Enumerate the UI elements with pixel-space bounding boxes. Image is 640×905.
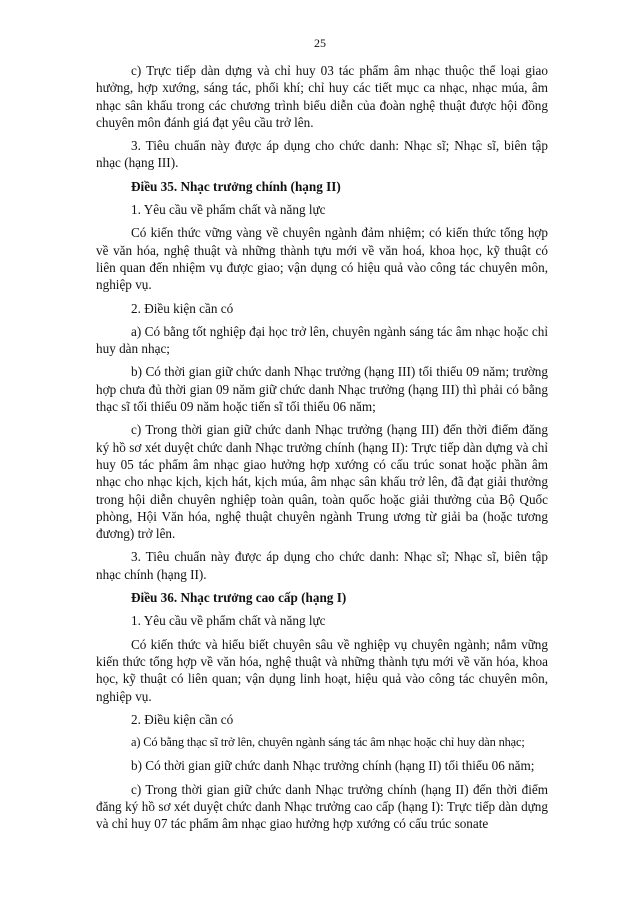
document-body: [96, 62, 548, 839]
article-36-heading: Điều 36. Nhạc trưởng cao cấp (hạng I): [131, 590, 347, 606]
paragraph-requirements-body: Có kiến thức và hiểu biết chuyên sâu về nghiệp vụ chuyên ngành; nắm vững kiến thức tổng hợp về văn hóa, nghệ thuật và những thành tựu mới về văn hóa, khoa học, kỹ thuật có liên quan; vận dụng linh hoạt, hiệu quả vào công tác chuyên môn, nghiệp vụ.: [96, 636, 548, 704]
paragraph-condition-c: c) Trong thời gian giữ chức danh Nhạc trưởng chính (hạng II) đến thời điểm đăng ký hồ sơ xét duyệt chức danh Nhạc trưởng cao cấp (hạng I): Trực tiếp dàn dựng và chỉ huy 07 tác phẩm âm nhạc giao hưởng hợp xướng có cấu trúc sonate: [96, 781, 548, 832]
paragraph-conditions-title: 2. Điều kiện cần có: [131, 711, 234, 727]
paragraph-conditions-title: 2. Điều kiện cần có: [131, 300, 234, 316]
paragraph-standard-applies-hang-iii: 3. Tiêu chuẩn này được áp dụng cho chức danh: Nhạc sĩ; Nhạc sĩ, biên tập nhạc (hạng III).: [96, 138, 548, 171]
paragraph-requirements-body: Có kiến thức vững vàng về chuyên ngành đảm nhiệm; có kiến thức tổng hợp về văn hóa, nghệ thuật và những thành tựu mới về văn hoá, khoa học, kỹ thuật có liên quan đến nhiệm vụ được giao; vận dụng có hiệu quả vào công tác chuyên môn, nghiệp vụ.: [96, 225, 548, 293]
paragraph-standard-applies-hang-ii: 3. Tiêu chuẩn này được áp dụng cho chức danh: Nhạc sĩ; Nhạc sĩ, biên tập nhạc chính (hạng II).: [96, 549, 548, 582]
paragraph-condition-b: b) Có thời gian giữ chức danh Nhạc trưởng chính (hạng II) tối thiểu 06 năm;: [131, 758, 535, 774]
paragraph-condition-c: c) Trong thời gian giữ chức danh Nhạc trưởng (hạng III) đến thời điểm đăng ký hồ sơ xét duyệt chức danh Nhạc trưởng chính (hạng II): Trực tiếp dàn dựng và chỉ huy 05 tác phẩm âm nhạc giao hưởng hợp xướng có cấu trúc sonat hoặc phần âm nhạc cho nhạc kịch, kịch hát, kịch múa, âm nhạc sân khấu trở lên, đã đạt giải thưởng trong hội diễn chuyên nghiệp toàn quân, toàn quốc hoặc giải thưởng của Bộ Quốc phòng, Hội Văn hóa, nghệ thuật chuyên ngành Trung ương từ giải ba (hoặc tương đương) trở lên.: [96, 422, 548, 542]
paragraph-requirements-title: 1. Yêu cầu về phẩm chất và năng lực: [131, 202, 326, 218]
page-number: 25: [314, 36, 326, 50]
paragraph-condition-a: a) Có bằng thạc sĩ trở lên, chuyên ngành sáng tác âm nhạc hoặc chỉ huy dàn nhạc;: [131, 735, 525, 750]
paragraph-requirements-title: 1. Yêu cầu về phẩm chất và năng lực: [131, 613, 326, 629]
paragraph-condition-a: a) Có bằng tốt nghiệp đại học trở lên, chuyên ngành sáng tác âm nhạc hoặc chỉ huy dàn nhạc;: [96, 323, 548, 357]
paragraph-condition-b: b) Có thời gian giữ chức danh Nhạc trưởng (hạng III) tối thiểu 09 năm; trường hợp chưa đủ thời gian 09 năm giữ chức danh Nhạc trưởng (hạng III) thì phải có bằng thạc sĩ tối thiểu 09 năm hoặc tiến sĩ tối thiểu 06 năm;: [96, 364, 548, 415]
paragraph-item-c-conducting: c) Trực tiếp dàn dựng và chỉ huy 03 tác phẩm âm nhạc thuộc thể loại giao hưởng, hợp xướng, sáng tác, phối khí; chỉ huy các tiết mục ca nhạc, nhạc múa, âm nhạc sân khấu trong các chương trình biểu diễn của đoàn nghệ thuật được hội đồng chuyên môn đánh giá đạt yêu cầu trở lên.: [96, 63, 548, 130]
article-35-heading: Điều 35. Nhạc trưởng chính (hạng II): [131, 178, 341, 194]
